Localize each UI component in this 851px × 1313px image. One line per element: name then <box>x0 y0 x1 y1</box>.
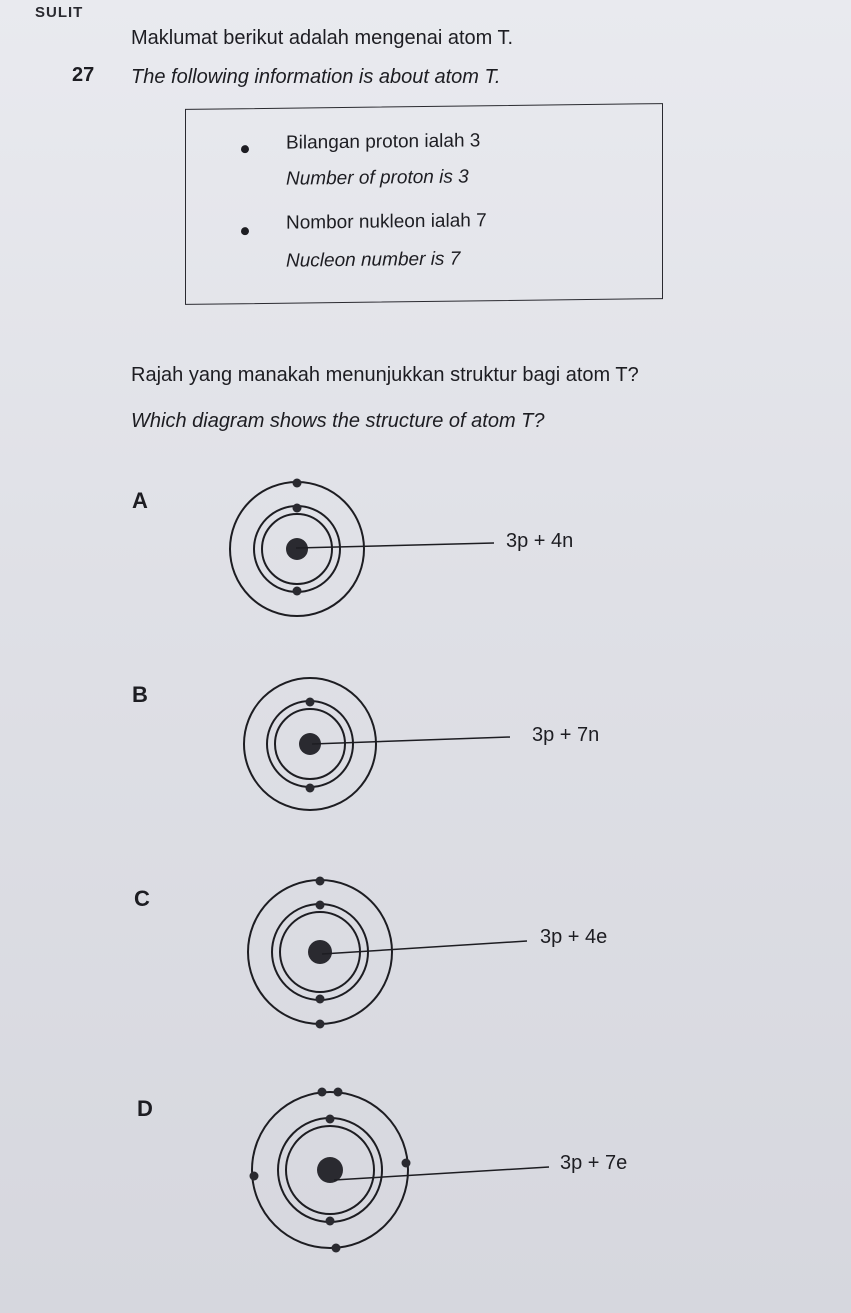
option-b-label: 3p + 7n <box>532 724 600 746</box>
option-b-atom-diagram[interactable] <box>238 676 388 816</box>
bullet-icon <box>241 145 249 153</box>
question-stem-english: The following information is about atom T. <box>131 66 501 88</box>
option-d-letter[interactable]: D <box>137 1096 153 1121</box>
option-a-letter[interactable]: A <box>132 488 148 513</box>
info-line-proton-english: Number of proton is 3 <box>286 166 469 190</box>
info-line-nucleon-malay: Nombor nukleon ialah 7 <box>286 210 487 234</box>
option-b-letter[interactable]: B <box>132 682 148 707</box>
option-d-pointer-line <box>334 1164 554 1184</box>
option-b-pointer-line <box>312 734 512 746</box>
option-a-pointer-line <box>296 540 496 550</box>
option-a-label: 3p + 4n <box>506 530 574 552</box>
option-a-atom-diagram[interactable] <box>225 480 385 620</box>
info-line-proton-malay: Bilangan proton ialah 3 <box>286 130 481 154</box>
bullet-icon <box>241 227 249 235</box>
question-stem-malay: Maklumat berikut adalah mengenai atom T. <box>131 27 514 49</box>
option-c-label: 3p + 4e <box>540 926 608 948</box>
info-line-nucleon-english: Nucleon number is 7 <box>286 248 461 272</box>
option-c-pointer-line <box>322 938 532 958</box>
question-prompt-malay: Rajah yang manakah menunjukkan struktur bagi atom T? <box>131 364 639 386</box>
page-header-tag: SULIT <box>35 4 84 21</box>
option-c-letter[interactable]: C <box>134 886 150 911</box>
option-d-label: 3p + 7e <box>560 1152 628 1174</box>
question-number: 27 <box>72 64 95 86</box>
question-prompt-english: Which diagram shows the structure of atom T? <box>131 410 545 432</box>
information-box <box>185 103 663 305</box>
